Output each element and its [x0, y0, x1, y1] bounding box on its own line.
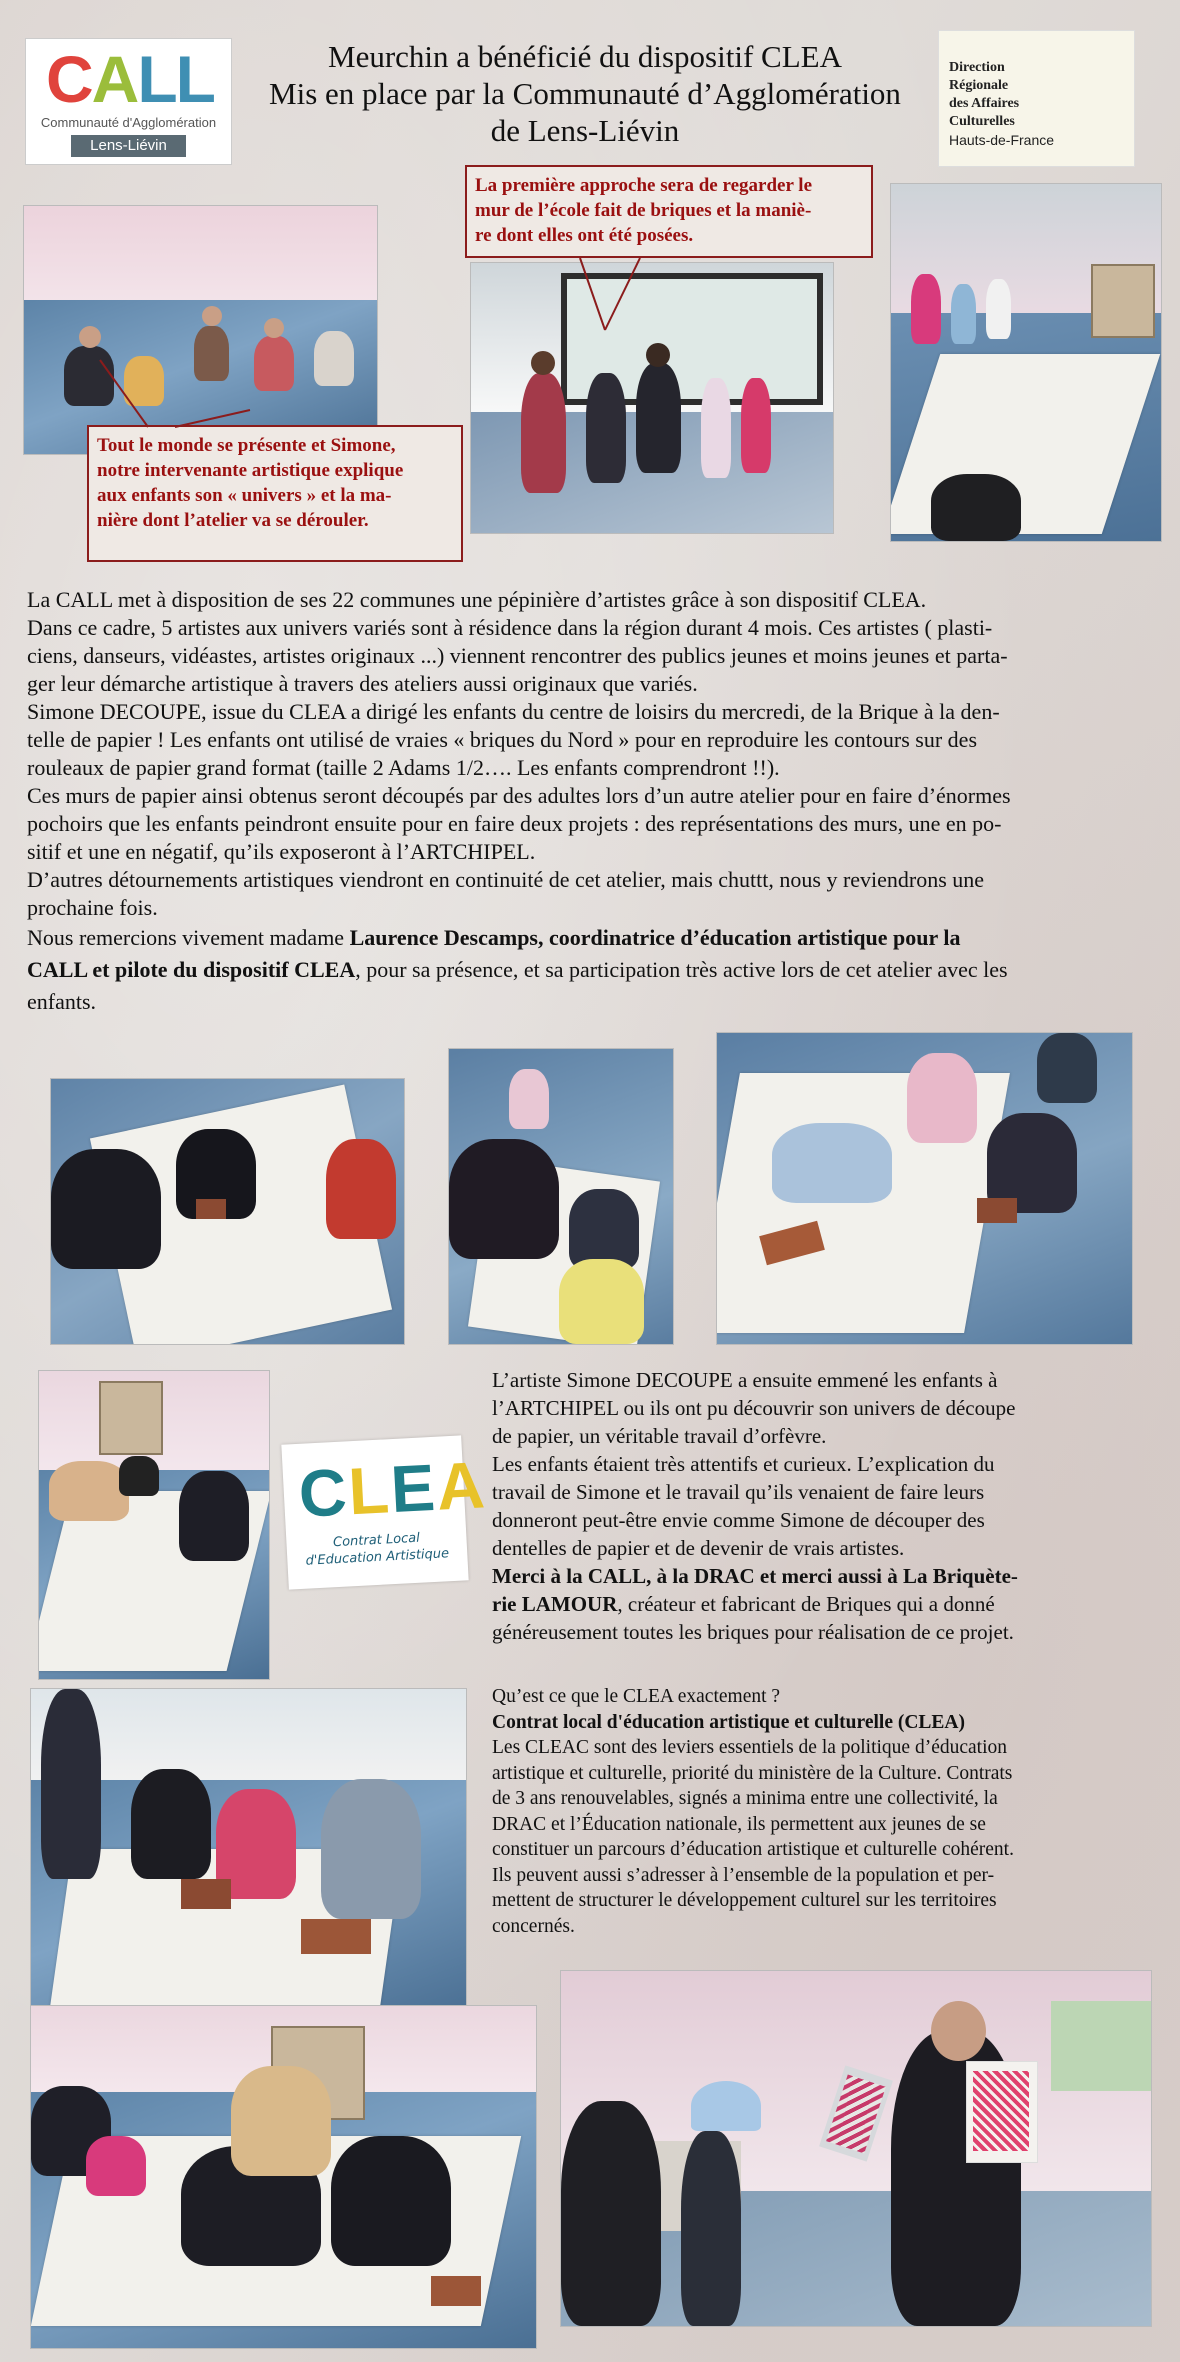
callout-pointers — [0, 0, 1180, 600]
briqueterie-name: rie LAMOUR — [492, 1592, 618, 1616]
main-text-line: D’autres détournements artistiques viendront en continuité de cet atelier, mais chuttt, nous y reviendrons une — [27, 867, 985, 892]
callout-introduction-line-1: Tout le monde se présente et Simone, — [97, 435, 396, 456]
mid-text-line: L’artiste Simone DECOUPE a ensuite emmené les enfants à — [492, 1368, 998, 1392]
callout-brick-wall-line-3: re dont elles ont été posées. — [475, 225, 694, 246]
callout-introduction-line-2: notre intervenante artistique explique — [97, 460, 404, 481]
callout-introduction-line-3: aux enfants son « univers » et la ma- — [97, 485, 392, 506]
clea-text-line: Ils peuvent aussi s’adresser à l’ensemble de la population et per- — [492, 1864, 995, 1886]
thanks-person-role: CALL et pilote du dispositif CLEA — [27, 957, 356, 982]
callout-brick-wall-line-1: La première approche sera de regarder le — [475, 175, 812, 196]
mid-text-line: dentelles de papier et de devenir de vrais artistes. — [492, 1536, 905, 1560]
clea-text-line: artistique et culturelle, priorité du ministère de la Culture. Contrats — [492, 1762, 1013, 1784]
call-logo-wordmark: CALL — [46, 42, 214, 116]
mid-text-line: généreusement toutes les briques pour réalisation de ce projet. — [492, 1620, 1014, 1644]
main-text-line: enfants. — [27, 989, 97, 1014]
clea-logo-letters — [296, 1446, 489, 1534]
clea-sub-1: Contrat Local — [332, 1530, 421, 1551]
clea-logo — [281, 1435, 489, 1589]
clea-text-line: mettent de structurer le développement culturel sur les territoires — [492, 1890, 997, 1911]
briqueterie-desc: , créateur et fabricant de Briques qui a donné — [617, 1592, 995, 1616]
clea-text-line: concernés. — [492, 1915, 575, 1937]
mid-text-line: l’ARTCHIPEL ou ils ont pu découvrir son univers de découpe — [492, 1396, 1016, 1420]
clea-question: Qu’est ce que le CLEA exactement ? — [492, 1686, 781, 1707]
main-text-line: ciens, danseurs, vidéastes, artistes originaux ...) viennent rencontrer des publics jeunes et moins jeunes et parta- — [27, 643, 1008, 668]
clea-explanation — [492, 1684, 1127, 1939]
main-text-line: rouleaux de papier grand format (taille 2 Adams 1/2…. Les enfants comprendront !!). — [27, 755, 780, 780]
clea-letter-c: C — [296, 1454, 351, 1531]
thanks-text: Nous remercions vivement madame — [27, 925, 350, 950]
title-line-1: Meurchin a bénéficié du dispositif CLEA — [328, 39, 842, 74]
drac-line-5: Hauts-de-France — [949, 132, 1055, 148]
mid-text-thanks-line: Merci à la CALL, à la DRAC et merci aussi à La Briquète- — [492, 1564, 1018, 1588]
clea-text-line: de 3 ans renouvelables, signés a minima entre une collectivité, la — [492, 1788, 998, 1809]
photo-paper-lace-demo — [560, 1970, 1152, 2327]
title-line-3: de Lens-Liévin — [490, 113, 680, 148]
main-text-line: Ces murs de papier ainsi obtenus seront découpés par des adultes lors d’un autre atelier pour en faire d’énormes — [27, 783, 1011, 808]
thanks-text-cont: , pour sa présence, et sa participation très active lors de cet atelier avec les — [355, 957, 1008, 982]
photo-kids-on-paper-roll — [38, 1370, 270, 1680]
main-text-line: Simone DECOUPE, issue du CLEA a dirigé les enfants du centre de loisirs du mercredi, de la Brique à la den- — [27, 699, 1000, 724]
main-text-line: ger leur démarche artistique à travers des ateliers aussi originaux que variés. — [27, 671, 698, 696]
main-text-line: pochoirs que les enfants peindront ensuite pour en faire deux projets : des représentations des murs, une en po- — [27, 811, 1002, 836]
callout-introduction-line-4: nière dont l’atelier va se dérouler. — [97, 510, 369, 531]
mid-text-line: Les enfants étaient très attentifs et curieux. L’explication du — [492, 1452, 995, 1476]
drac-line-1: Direction — [949, 60, 1005, 75]
drac-line-4: Culturelles — [949, 114, 1015, 129]
artchipel-text — [492, 1366, 1152, 1646]
photo-kids-tracing-bricks-2 — [448, 1048, 674, 1345]
main-text-thanks-line — [27, 922, 1157, 954]
photo-kids-tracing-bricks-4 — [30, 2005, 537, 2349]
thanks-person-name: Laurence Descamps, coordinatrice d’éducation artistique pour la — [349, 925, 961, 950]
clea-text-line: constituer un parcours d’éducation artistique et culturelle cohérent. — [492, 1839, 1014, 1860]
main-text-line: prochaine fois. — [27, 895, 158, 920]
photo-kids-tracing-bricks-1 — [50, 1078, 405, 1345]
call-logo-subtitle: Communauté d'Agglomération — [40, 115, 217, 130]
main-text-line: sitif et une en négatif, qu’ils exposeront à l’ARTCHIPEL. — [27, 839, 536, 864]
photo-kids-with-bricks — [30, 1688, 467, 2015]
drac-line-3: des Affaires — [949, 96, 1020, 111]
clea-text-line: DRAC et l’Éducation nationale, ils permettent aux jeunes de se — [492, 1813, 986, 1835]
clea-sub-2: d'Education Artistique — [305, 1546, 450, 1569]
clea-letter-a: A — [434, 1447, 489, 1524]
photo-kids-tracing-bricks-3 — [716, 1032, 1133, 1345]
mid-text-line: de papier, un véritable travail d’orfèvre. — [492, 1424, 827, 1448]
call-logo-band: Lens-Liévin — [71, 135, 186, 157]
main-text-line: telle de papier ! Les enfants ont utilisé de vraies « briques du Nord » pour en reproduire les contours sur des — [27, 727, 978, 752]
clea-text-line: Les CLEAC sont des leviers essentiels de la politique d’éducation — [492, 1737, 1008, 1758]
drac-line-2: Régionale — [949, 78, 1009, 93]
main-text-line: Dans ce cadre, 5 artistes aux univers variés sont à résidence dans la région durant 4 mois. Ces artistes ( plasti- — [27, 615, 993, 640]
clea-letter-l: L — [346, 1452, 393, 1529]
callout-brick-wall-line-2: mur de l’école fait de briques et la maniè- — [475, 200, 812, 221]
main-text-thanks-line-2 — [27, 954, 1157, 986]
mid-text-line: donneront peut-être envie comme Simone de découper des — [492, 1508, 985, 1532]
clea-logo-subtitle — [296, 1528, 458, 1570]
clea-heading: Contrat local d'éducation artistique et culturelle (CLEA) — [492, 1711, 966, 1733]
main-article-text — [27, 586, 1157, 1018]
mid-text-line: travail de Simone et le travail qu’ils venaient de faire leurs — [492, 1480, 985, 1504]
mid-text-thanks-line-2 — [492, 1590, 1152, 1618]
main-text-line: La CALL met à disposition de ses 22 communes une pépinière d’artistes grâce à son dispositif CLEA. — [27, 587, 927, 612]
title-line-2: Mis en place par la Communauté d’Agglomération — [269, 76, 901, 111]
clea-letter-e: E — [388, 1449, 439, 1527]
